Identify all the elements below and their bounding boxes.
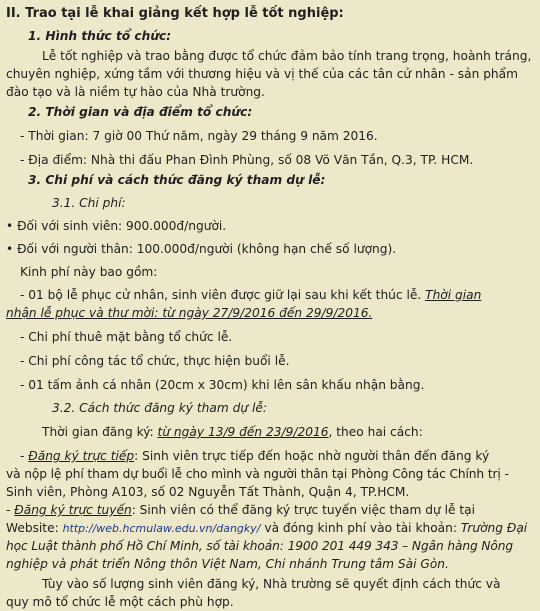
direct-registration-line: và nộp lệ phí tham dự buổi lễ cho mình và người thân tại Phòng Công tác Chính trị - xyxy=(6,467,509,481)
closing-note-line: Tùy vào số lượng sinh viên đăng ký, Nhà trường sẽ quyết định cách thức và xyxy=(42,577,501,591)
online-registration-line xyxy=(6,519,527,538)
direct-registration-label: Đăng ký trực tiếp xyxy=(28,449,135,463)
fee-relative xyxy=(6,240,396,258)
document-page xyxy=(6,3,534,609)
bank-account-info: nghiệp và phát triển Nông thôn Việt Nam, Chi nhánh Trung tâm Sài Gòn. xyxy=(6,557,449,571)
bank-account-info: học Luật thành phố Hồ Chí Minh, số tài khoản: 1900 201 449 343 – Ngân hàng Nông xyxy=(6,539,514,553)
include-item-gown-text: - 01 bộ lễ phục cử nhân, sinh viên được giữ lại sau khi kết thúc lễ. xyxy=(20,288,426,302)
gown-pickup-note-continued: nhận lễ phục và thư mời: từ ngày 27/9/2016 đến 29/9/2016. xyxy=(6,306,373,320)
dash: - xyxy=(20,449,29,463)
registration-url-link[interactable]: http://web.hcmulaw.edu.vn/dangky/ xyxy=(62,522,261,535)
online-registration-line xyxy=(6,501,475,519)
website-label: Website: xyxy=(6,521,63,535)
online-payment-text: và đóng kinh phí vào tài khoản: xyxy=(260,521,461,535)
format-text-line: đào tạo và là niềm tự hào của Nhà trường. xyxy=(6,85,265,99)
fee-includes-label: Kinh phí này bao gồm: xyxy=(20,265,158,279)
registration-period-label: Thời gian đăng ký: xyxy=(42,425,158,439)
event-place: - Địa điểm: Nhà thi đấu Phan Đình Phùng, số 08 Võ Văn Tần, Q.3, TP. HCM. xyxy=(20,153,474,167)
dash: - xyxy=(6,503,15,517)
online-registration-text: : Sinh viên có thể đăng ký trực tuyến việc tham dự lễ tại xyxy=(131,503,475,517)
gown-pickup-note: Thời gian xyxy=(425,288,482,302)
fee-student-text: Đối với sinh viên: 900.000đ/người. xyxy=(17,219,227,233)
online-registration-label: Đăng ký trực tuyến xyxy=(14,503,132,517)
event-time: - Thời gian: 7 giờ 00 Thứ năm, ngày 29 tháng 9 năm 2016. xyxy=(20,129,378,143)
format-text-line: Lễ tốt nghiệp và trao bằng được tổ chức đảm bảo tính trang trọng, hoành tráng, xyxy=(42,49,532,63)
fees-subtitle: 3.1. Chi phí: xyxy=(52,196,126,210)
fee-student xyxy=(6,217,226,235)
subsection-title-fees: 3. Chi phí và cách thức đăng ký tham dự lễ: xyxy=(28,173,326,187)
include-item-venue: - Chi phí thuê mặt bằng tổ chức lễ. xyxy=(20,330,233,344)
direct-registration-line xyxy=(6,447,489,465)
include-item-gown xyxy=(6,286,481,304)
bank-account-info: Trường Đại xyxy=(460,521,528,535)
registration-period-range: từ ngày 13/9 đến 23/9/2016 xyxy=(157,425,329,439)
subsection-title-time-place: 2. Thời gian và địa điểm tổ chức: xyxy=(28,105,253,119)
registration-subtitle: 3.2. Cách thức đăng ký tham dự lễ: xyxy=(52,401,267,415)
include-item-photo: - 01 tấm ảnh cá nhân (20cm x 30cm) khi lên sân khấu nhận bằng. xyxy=(20,378,425,392)
bullet-icon: • xyxy=(6,219,14,233)
direct-registration-line: Sinh viên, Phòng A103, số 02 Nguyễn Tất Thành, Quận 4, TP.HCM. xyxy=(6,485,410,499)
section-heading: II. Trao tại lễ khai giảng kết hợp lễ tốt nghiệp: xyxy=(6,6,344,21)
include-item-organization: - Chi phí công tác tổ chức, thực hiện buổi lễ. xyxy=(20,354,290,368)
direct-registration-text: : Sinh viên trực tiếp đến hoặc nhờ người thân đến đăng ký xyxy=(134,449,490,463)
subsection-title-format: 1. Hình thức tổ chức: xyxy=(28,29,172,43)
fee-relative-text: Đối với người thân: 100.000đ/người (không hạn chế số lượng). xyxy=(17,242,397,256)
closing-note-line: quy mô tổ chức lễ một cách phù hợp. xyxy=(6,595,234,609)
registration-period-suffix: , theo hai cách: xyxy=(328,425,423,439)
bullet-icon: • xyxy=(6,242,14,256)
format-text-line: chuyên nghiệp, xứng tầm với thương hiệu và vị thế của các tân cử nhân - sản phẩm xyxy=(6,67,518,81)
registration-period xyxy=(6,423,423,441)
